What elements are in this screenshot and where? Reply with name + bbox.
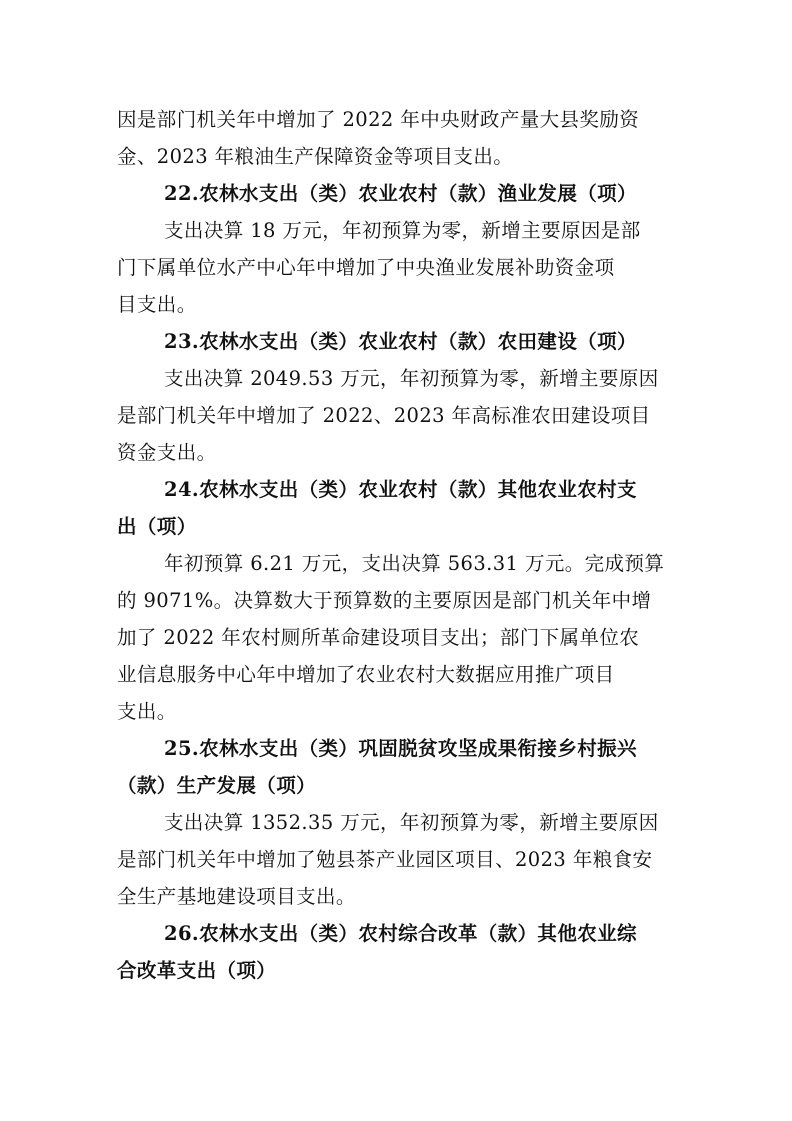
body-paragraph [117,545,687,730]
text-line: 24.农林水支出（类）农业农村（款）其他农业农村支 [164,478,637,501]
text-line: 资金支出。 [117,441,217,464]
text-line: 目支出。 [117,293,197,316]
text-line: 因是部门机关年中增加了 2022 年中央财政产量大县奖励资 [117,108,640,131]
document-body [117,101,687,989]
section-heading [117,323,687,360]
text-line: 的 9071%。决算数大于预算数的主要原因是部门机关年中增 [117,589,652,612]
text-line: 年初预算 6.21 万元，支出决算 563.31 万元。完成预算 [164,552,665,575]
section-heading [117,175,687,212]
text-line: 支出决算 1352.35 万元，年初预算为零，新增主要原因 [164,811,659,834]
text-line: 支出决算 2049.53 万元，年初预算为零，新增主要原因 [164,367,659,390]
text-line: 合改革支出（项） [117,959,277,982]
text-line: 25.农林水支出（类）巩固脱贫攻坚成果衔接乡村振兴 [164,737,637,760]
text-line: 支出。 [117,700,177,723]
text-line: 26.农林水支出（类）农村综合改革（款）其他农业综 [164,922,637,945]
body-paragraph [117,101,687,175]
text-line: 22.农林水支出（类）农业农村（款）渔业发展（项） [164,182,637,205]
section-heading [117,730,687,804]
text-line: 出（项） [117,515,197,538]
text-line: 门下属单位水产中心年中增加了中央渔业发展补助资金项 [117,256,615,279]
body-paragraph [117,360,687,471]
text-line: 业信息服务中心年中增加了农业农村大数据应用推广项目 [117,663,615,686]
text-line: 是部门机关年中增加了勉县茶产业园区项目、2023 年粮食安 [117,848,653,871]
text-line: 是部门机关年中增加了 2022、2023 年高标准农田建设项目 [117,404,651,427]
text-line: 全生产基地建设项目支出。 [117,885,356,908]
text-line: 金、2023 年粮油生产保障资金等项目支出。 [117,145,514,168]
text-line: 23.农林水支出（类）农业农村（款）农田建设（项） [164,330,637,353]
section-heading [117,471,687,545]
text-line: 加了 2022 年农村厕所革命建设项目支出；部门下属单位农 [117,626,640,649]
text-line: 支出决算 18 万元，年初预算为零，新增主要原因是部 [164,219,641,242]
section-heading [117,915,687,989]
text-line: （款）生产发展（项） [117,774,317,797]
body-paragraph [117,804,687,915]
body-paragraph [117,212,687,323]
